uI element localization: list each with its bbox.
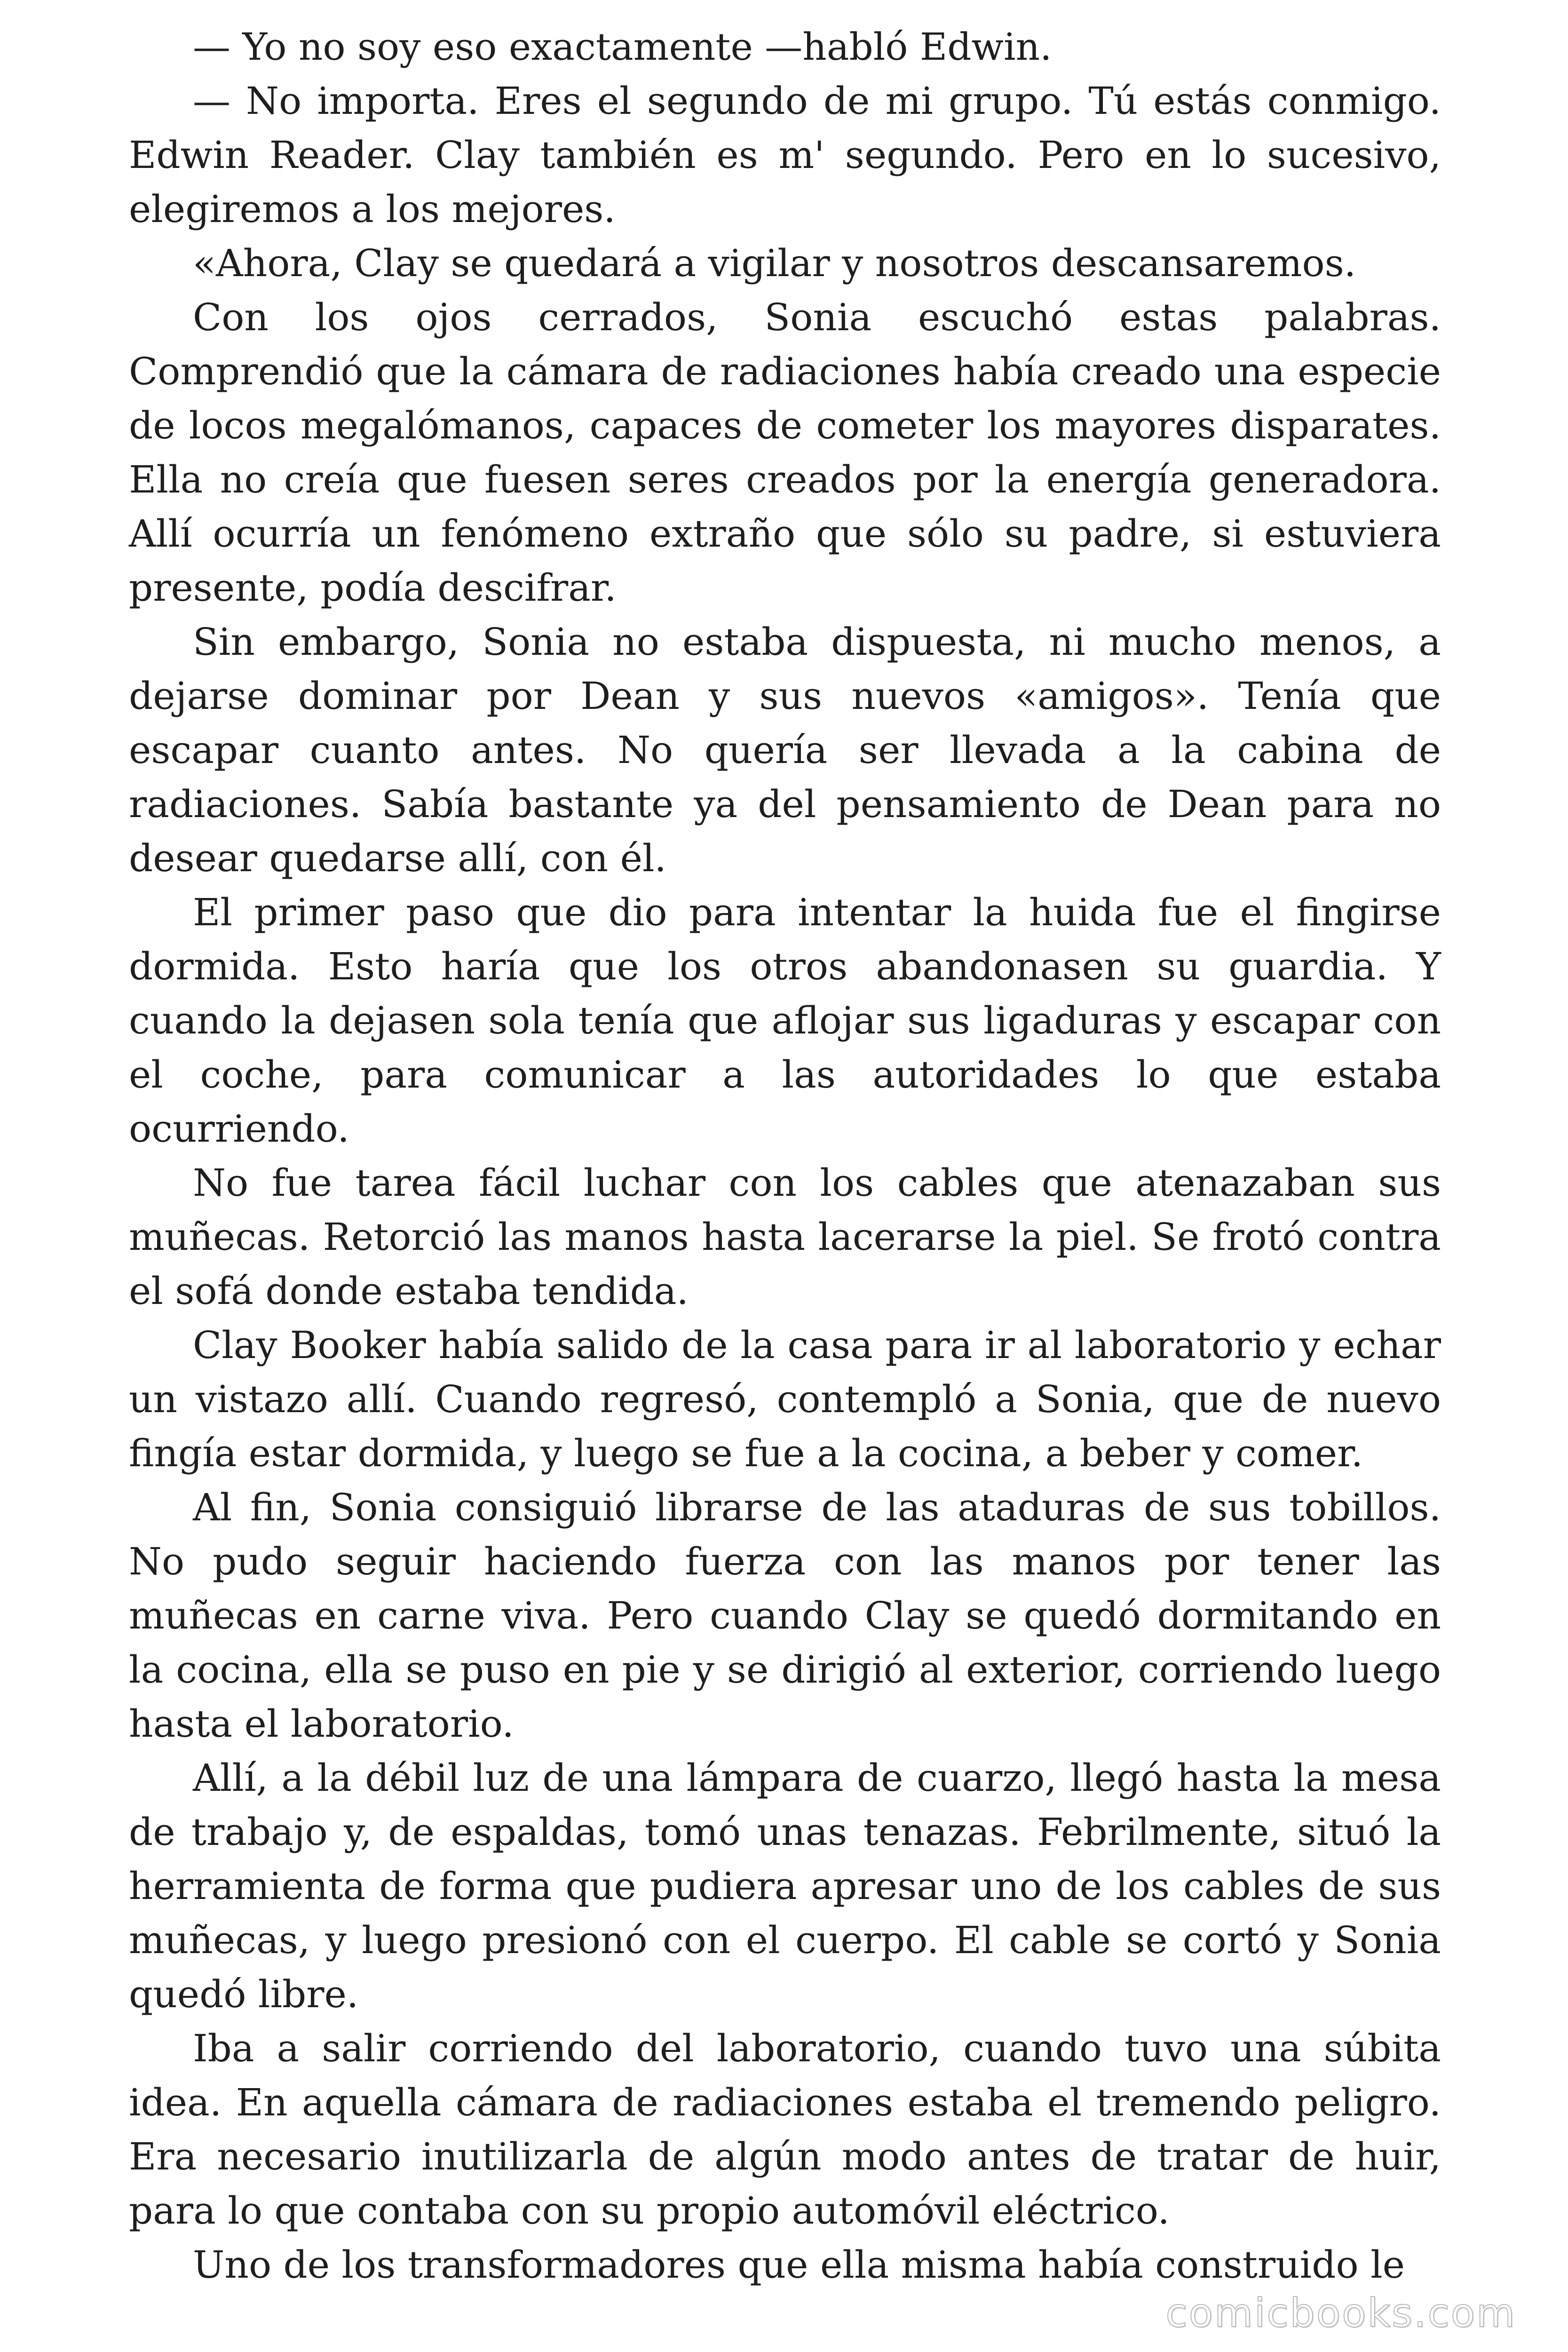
paragraph: No fue tarea fácil luchar con los cables que atenazaban sus muñecas. Retorció las manos hasta lacerarse la piel. Se frotó contra el sofá donde estaba tendida. bbox=[129, 1161, 1441, 1313]
paragraph: — No importa. Eres el segundo de mi grupo. Tú estás conmigo. Edwin Reader. Clay también es m' segundo. Pero en lo sucesivo, elegiremos a los mejores. bbox=[129, 79, 1441, 231]
paragraph: Clay Booker había salido de la casa para ir al laboratorio y echar un vistazo allí. Cuando regresó, contempló a Sonia, que de nuevo fingía estar dormida, y luego se fue a la cocina, a beber y comer. bbox=[129, 1323, 1441, 1475]
paragraph: Con los ojos cerrados, Sonia escuchó estas palabras. Comprendió que la cámara de radiaciones había creado una especie de locos megalómanos, capaces de cometer los mayores disparates. Ella no creía que fuesen seres creados por la energía generadora. Allí ocurría un fenómeno extraño que sólo su padre, si estuviera presente, podía descifrar. bbox=[129, 295, 1441, 610]
paragraph: Sin embargo, Sonia no estaba dispuesta, ni mucho menos, a dejarse dominar por Dean y sus nuevos «amigos». Tenía que escapar cuanto antes. No quería ser llevada a la cabina de radiaciones. Sabía bastante ya del pensamiento de Dean para no desear quedarse allí, con él. bbox=[129, 620, 1441, 880]
paragraph: Al fin, Sonia consiguió librarse de las ataduras de sus tobillos. No pudo seguir haciendo fuerza con las manos por tener las muñecas en carne viva. Pero cuando Clay se quedó dormitando en la cocina, ella se puso en pie y se dirigió al exterior, corriendo luego hasta el laboratorio. bbox=[129, 1486, 1441, 1746]
paragraph: Uno de los transformadores que ella misma había construido le bbox=[193, 2243, 1405, 2287]
paragraph: Allí, a la débil luz de una lámpara de cuarzo, llegó hasta la mesa de trabajo y, de espaldas, tomó unas tenazas. Febrilmente, situó la herramienta de forma que pudiera apresar uno de los cables de sus muñecas, y luego presionó con el cuerpo. El cable se cortó y Sonia quedó libre. bbox=[129, 1756, 1441, 2016]
page-body bbox=[129, 20, 1441, 2292]
paragraph: «Ahora, Clay se quedará a vigilar y nosotros descansaremos. bbox=[193, 241, 1356, 285]
watermark: comicbooks.com bbox=[1165, 2290, 1516, 2336]
paragraph: — Yo no soy eso exactamente —habló Edwin. bbox=[193, 25, 1052, 69]
paragraph: El primer paso que dio para intentar la huida fue el fingirse dormida. Esto haría que los otros abandonasen su guardia. Y cuando la dejasen sola tenía que aflojar sus ligaduras y escapar con el coche, para comunicar a las autoridades lo que estaba ocurriendo. bbox=[129, 890, 1441, 1151]
paragraph: Iba a salir corriendo del laboratorio, cuando tuvo una súbita idea. En aquella cámara de radiaciones estaba el tremendo peligro. Era necesario inutilizarla de algún modo antes de tratar de huir, para lo que contaba con su propio automóvil eléctrico. bbox=[129, 2026, 1441, 2233]
